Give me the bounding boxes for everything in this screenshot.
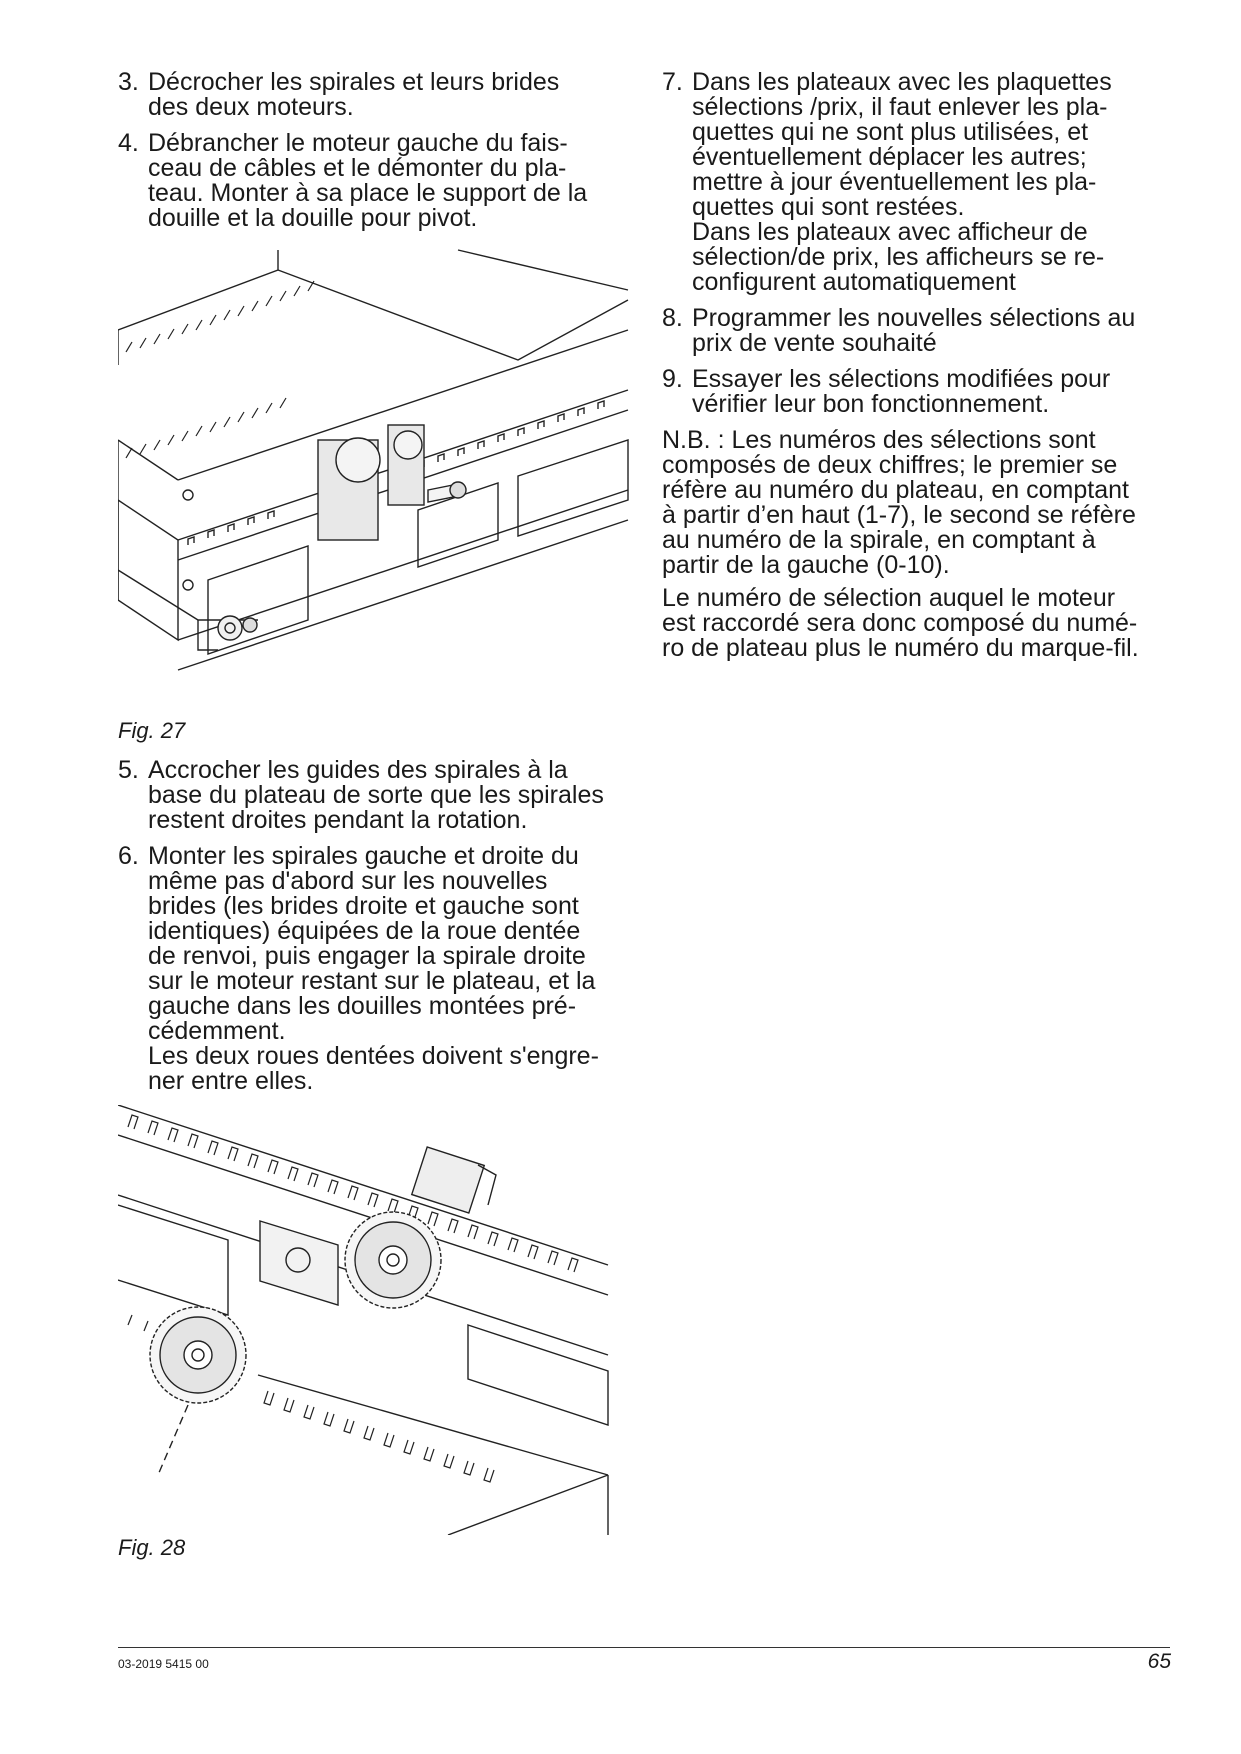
- footer-divider: [118, 1647, 1170, 1648]
- step-number: 4.: [118, 129, 139, 157]
- note-paragraph: N.B. : Les numéros des sélections sont composés de deux chiffres; le premier se réfère au numéro du plateau, en comptant à partir d’en haut (1-7), le second se réfère au numéro de la spirale, en comptant à partir de la gauche (0-10).: [662, 426, 1136, 579]
- page-number: 65: [1147, 1650, 1171, 1673]
- figure-27-illustration: [118, 240, 638, 720]
- figure-28-caption: Fig. 28: [118, 1535, 186, 1560]
- step-text: Essayer les sélections modifiées pour vérifier leur bon fonctionnement.: [692, 365, 1111, 418]
- step-number: 3.: [118, 68, 139, 96]
- step-6: [118, 844, 658, 1094]
- step-5: [118, 758, 658, 833]
- step-number: 6.: [118, 842, 139, 870]
- footer-doc-code: 03-2019 5415 00: [118, 1657, 209, 1671]
- figure-28-illustration: [118, 1105, 618, 1535]
- step-text: Dans les plateaux avec les plaquettes sélections /prix, il faut enlever les pla- quettes qui ne sont plus utilisées, et éventuellement déplacer les autres; mettre à jour éventuellement les pla- quettes qui sont restées. Dans les plateaux avec afficheur de sélection/de prix, les afficheurs se re- configurent automatiquement: [692, 68, 1112, 296]
- right-column: [662, 70, 1182, 669]
- step-number: 7.: [662, 68, 683, 96]
- step-text: Décrocher les spirales et leurs brides des deux moteurs.: [148, 68, 560, 121]
- step-text: Débrancher le moteur gauche du fais- ceau de câbles et le démonter du pla- teau. Monter à sa place le support de la douille et la douille pour pivot.: [148, 129, 588, 232]
- step-3: [118, 70, 658, 120]
- step-text: Monter les spirales gauche et droite du même pas d'abord sur les nouvelles brides (les brides droite et gauche sont identiques) équipées de la roue dentée de renvoi, puis engager la spirale droite sur le moteur restant sur le plateau, et la gauche dans les douilles montées pré- cédemment. Les deux roues dentées doivent s'engre- ner entre elles.: [148, 842, 599, 1095]
- note-paragraph-2: Le numéro de sélection auquel le moteur est raccordé sera donc composé du numé- ro de plateau plus le numéro du marque-fil.: [662, 584, 1139, 662]
- step-text: Programmer les nouvelles sélections au prix de vente souhaité: [692, 304, 1136, 357]
- step-number: 9.: [662, 365, 683, 393]
- step-7: [662, 70, 1182, 295]
- left-column-top: [118, 70, 658, 242]
- step-9: [662, 367, 1182, 417]
- step-4: [118, 131, 658, 231]
- step-text: Accrocher les guides des spirales à la base du plateau de sorte que les spirales restent droites pendant la rotation.: [148, 756, 604, 834]
- step-number: 8.: [662, 304, 683, 332]
- step-number: 5.: [118, 756, 139, 784]
- left-column-bottom: [118, 758, 658, 1105]
- figure-27-caption: Fig. 27: [118, 718, 186, 743]
- step-8: [662, 306, 1182, 356]
